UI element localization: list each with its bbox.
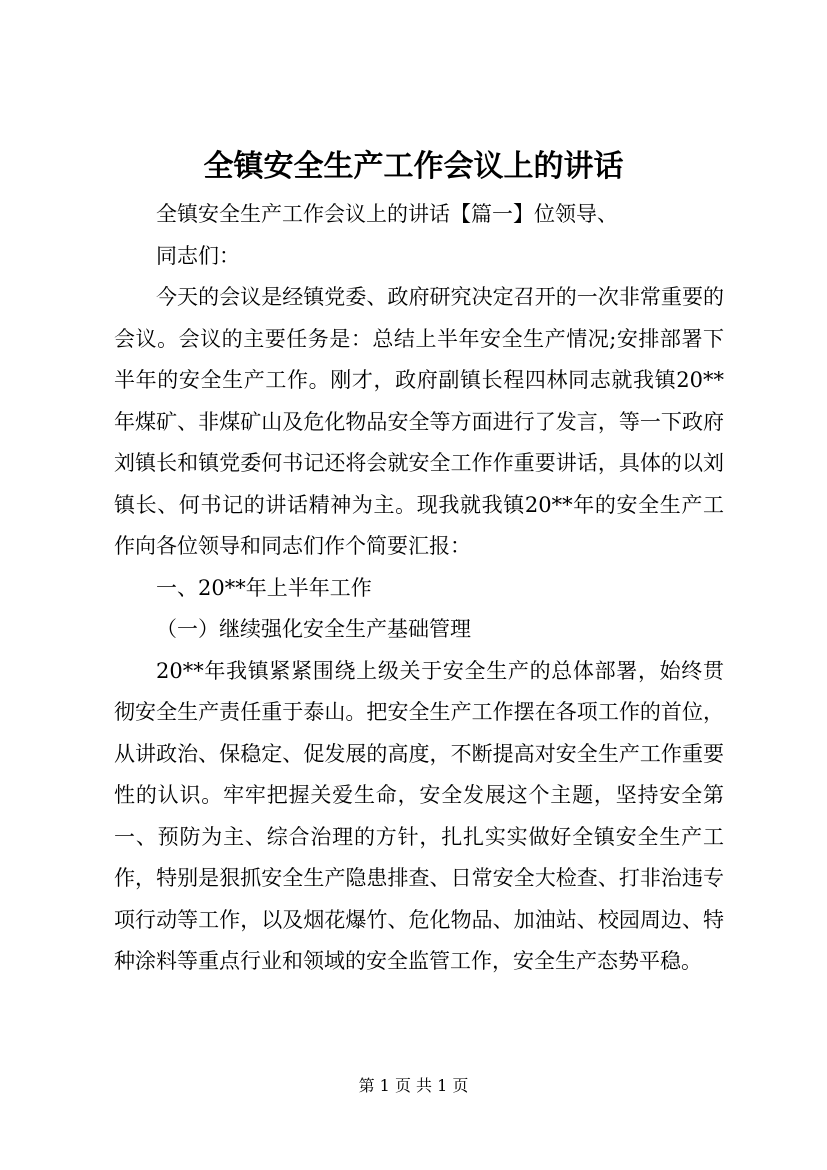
document-title: 全镇安全生产工作会议上的讲话 xyxy=(203,149,624,184)
paragraph-2: 20**年我镇紧紧围绕上级关于安全生产的总体部署，始终贯彻安全生产责任重于泰山。把安全生产工作摆在各项工作的首位，从讲政治、保稳定、促发展的高度，不断提高对安全生产工作重要性的认识。牢牢把握关爱生命，安全发展这个主题，坚持安全第一、预防为主、综合治理的方针，扎扎实实做好全镇安全生产工作，特别是狠抓安全生产隐患排查、日常安全大检查、打非治违专项行动等工作，以及烟花爆竹、危化物品、加油站、校园周边、特种涂料等重点行业和领域的安全监管工作，安全生产态势平稳。 xyxy=(114,658,724,973)
subtitle-line: 全镇安全生产工作会议上的讲话【篇一】位领导、 xyxy=(156,202,618,226)
section-heading-1: 一、20**年上半年工作 xyxy=(156,575,372,600)
greeting-line: 同志们： xyxy=(156,243,240,268)
page-footer: 第 1 页 共 1 页 xyxy=(358,1076,469,1095)
paragraph-1: 今天的会议是经镇党委、政府研究决定召开的一次非常重要的会议。会议的主要任务是：总结上半年安全生产情况;安排部署下半年的安全生产工作。刚才，政府副镇长程四林同志就我镇20**年煤矿、非煤矿山及危化物品安全等方面进行了发言，等一下政府刘镇长和镇党委何书记还将会就安全工作作重要讲话，具体的以刘镇长、何书记的讲话精神为主。现我就我镇20**年的安全生产工作向各位领导和同志们作个简要汇报： xyxy=(114,285,724,558)
section-heading-2: （一）继续强化安全生产基础管理 xyxy=(156,617,471,641)
document-body xyxy=(114,194,724,983)
